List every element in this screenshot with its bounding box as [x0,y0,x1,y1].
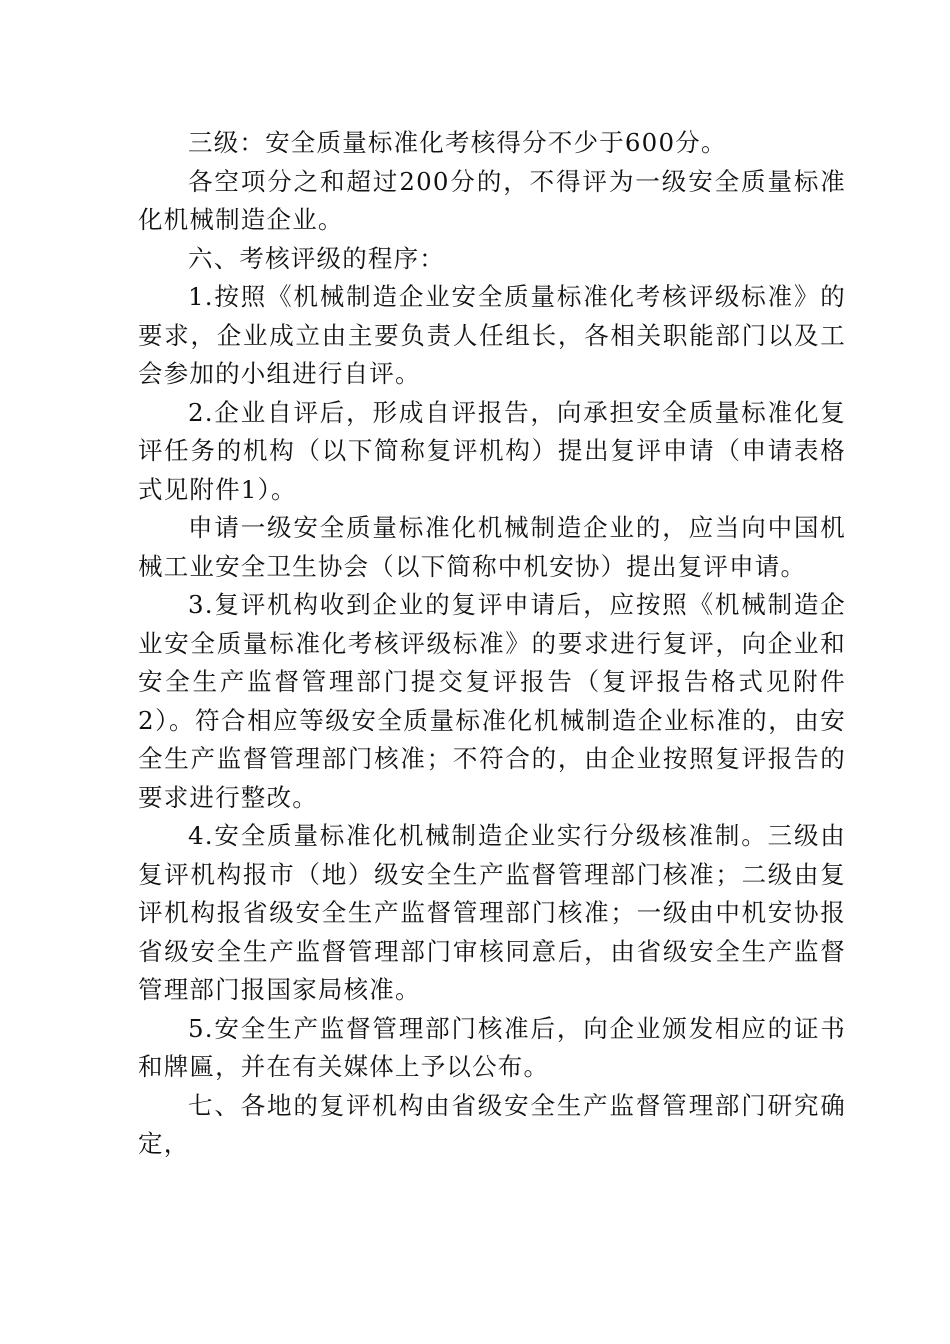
procedure-item-2: 2.企业自评后，形成自评报告，向承担安全质量标准化复评任务的机构（以下简称复评机构）提出复评申请（申请表格式见附件1）。 [138,397,846,504]
section-heading-six: 六、考核评级的程序： [188,243,445,273]
procedure-item-3: 3.复评机构收到企业的复评申请后，应按照《机械制造企业安全质量标准化考核评级标准》的要求进行复评，向企业和安全生产监督管理部门提交复评报告（复评报告格式见附件2）。符合相应等级安全质量标准化机械制造企业标准的，由安全生产监督管理部门核准；不符合的，由企业按照复评报告的要求进行整改。 [138,590,846,812]
section-heading-seven: 七、各地的复评机构由省级安全生产监督管理部门研究确定， [138,1090,846,1158]
procedure-item-1: 1.按照《机械制造企业安全质量标准化考核评级标准》的要求，企业成立由主要负责人任组长，各相关职能部门以及工会参加的小组进行自评。 [138,282,846,388]
paragraph-level-three-score: 三级：安全质量标准化考核得分不少于600分。 [188,128,727,157]
procedure-item-5: 5.安全生产监督管理部门核准后，向企业颁发相应的证书和牌匾，并在有关媒体上予以公布。 [138,1013,846,1081]
paragraph-empty-items-rule: 各空项分之和超过200分的，不得评为一级安全质量标准化机械制造企业。 [138,166,846,234]
procedure-item-4: 4.安全质量标准化机械制造企业实行分级核准制。三级由复评机构报市（地）级安全生产监督管理部门核准；二级由复评机构报省级安全生产监督管理部门核准；一级由中机安协报省级安全生产监督管理部门审核同意后，由省级安全生产监督管理部门报国家局核准。 [138,821,846,1004]
document-body [138,124,846,1164]
paragraph-level-one-application: 申请一级安全质量标准化机械制造企业的，应当向中国机械工业安全卫生协会（以下简称中机安协）提出复评申请。 [138,513,846,581]
